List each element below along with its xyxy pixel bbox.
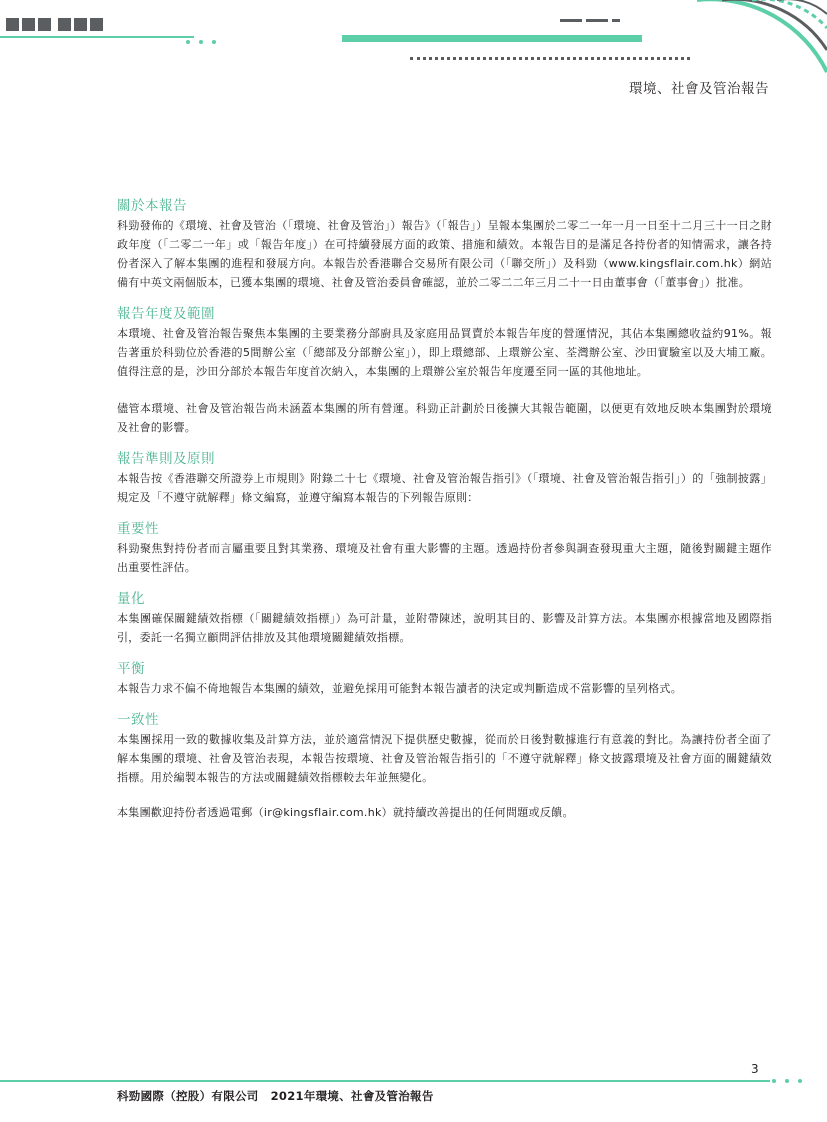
header-arc-graphic	[627, 0, 827, 80]
page-number: 3	[751, 1062, 759, 1076]
footer-dot	[798, 1079, 802, 1083]
section-paragraph: 本報告按《香港聯交所證券上市規則》附錄二十七《環境、社會及管治報告指引》（「環境、社會及管治報告指引」）的「強制披露」規定及「不遵守就解釋」條文編寫，並遵守編寫本報告的下列報告原則：	[117, 472, 772, 504]
footer-company: 科勁國際（控股）有限公司	[117, 1089, 259, 1103]
closing-paragraph: 本集團歡迎持份者透過電郵（ir@kingsflair.com.hk）就持續改善提出的任何問題或反饋。	[117, 806, 574, 819]
section-paragraph: 本報告力求不偏不倚地報告本集團的績效，並避免採用可能對本報告讀者的決定或判斷造成不當影響的呈列格式。	[117, 682, 682, 695]
header-block	[38, 18, 51, 31]
footer-text	[117, 1088, 434, 1104]
section-reporting-scope	[117, 302, 772, 437]
section-heading: 關於本報告	[117, 198, 187, 214]
section-paragraph: 科勁聚焦對持份者而言屬重要且對其業務、環境及社會有重大影響的主題。透過持份者參與調查發現重大主題，隨後對關鍵主題作出重要性評估。	[117, 542, 772, 574]
header-dash	[560, 19, 582, 22]
header-block	[74, 18, 87, 31]
footer-report-name: 2021年環境、社會及管治報告	[270, 1089, 434, 1103]
header-dot	[186, 40, 190, 44]
section-balance	[117, 657, 772, 698]
section-about-report	[117, 194, 772, 292]
section-consistency	[117, 708, 772, 787]
section-paragraph: 本集團確保關鍵績效指標（「關鍵績效指標」）為可計量，並附帶陳述，說明其目的、影響及計算方法。本集團亦根據當地及國際指引，委託一名獨立顧問評估排放及其他環境關鍵績效指標。	[117, 612, 772, 644]
section-heading: 平衡	[117, 661, 145, 677]
header-bar	[342, 35, 642, 42]
section-paragraph: 本環境、社會及管治報告聚焦本集團的主要業務分部廚具及家庭用品買賣於本報告年度的營運情況，其佔本集團總收益約91%。報告著重於科勁位於香港的5間辦公室（「總部及分部辦公室」），即上環總部、上環辦公室、荃灣辦公室、沙田實驗室以及大埔工廠。值得注意的是，沙田分部於本報告年度首次納入，本集團的上環辦公室於報告年度遷至同一區的其他地址。	[117, 327, 772, 378]
section-materiality	[117, 517, 772, 577]
section-paragraph: 本集團採用一致的數據收集及計算方法，並於適當情況下提供歷史數據，從而於日後對數據進行有意義的對比。為讓持份者全面了解本集團的環境、社會及管治表現，本報告按環境、社會及管治報告指引的「不遵守就解釋」條文披露環境及社會方面的關鍵績效指標。用於編製本報告的方法或關鍵績效指標較去年並無變化。	[117, 733, 772, 784]
header-line	[0, 36, 194, 38]
section-heading: 重要性	[117, 521, 159, 537]
footer-line	[0, 1080, 770, 1082]
header-block	[58, 18, 71, 31]
header-block	[90, 18, 103, 31]
section-quantitative	[117, 587, 772, 647]
header-dot	[212, 40, 216, 44]
report-body	[117, 194, 772, 833]
header-dot	[199, 40, 203, 44]
header-block	[22, 18, 35, 31]
section-heading: 報告準則及原則	[117, 451, 215, 467]
section-heading: 報告年度及範圍	[117, 306, 215, 322]
footer-dot	[785, 1079, 789, 1083]
section-paragraph: 科勁發佈的《環境、社會及管治（「環境、社會及管治」）報告》（「報告」）呈報本集團於二零二一年一月一日至十二月三十一日之財政年度（「二零二一年」或「報告年度」）在可持續發展方面的政策、措施和績效。本報告目的是滿足各持份者的知情需求，讓各持份者深入了解本集團的進程和發展方向。本報告於香港聯合交易所有限公司（「聯交所」）及科勁（www.kingsflair.com.hk）網站備有中英文兩個版本，已獲本集團的環境、社會及管治委員會確認，並於二零二二年三月二十一日由董事會（「董事會」）批准。	[117, 219, 772, 289]
section-heading: 量化	[117, 591, 145, 607]
header-dash	[612, 19, 620, 22]
document-title: 環境、社會及管治報告	[629, 81, 769, 97]
section-heading: 一致性	[117, 712, 159, 728]
header-dash	[586, 19, 608, 22]
footer-dot	[772, 1079, 776, 1083]
section-paragraph: 儘管本環境、社會及管治報告尚未涵蓋本集團的所有營運。科勁正計劃於日後擴大其報告範圍，以便更有效地反映本集團對於環境及社會的影響。	[117, 402, 772, 434]
header-block	[6, 18, 19, 31]
section-reporting-principles	[117, 447, 772, 507]
